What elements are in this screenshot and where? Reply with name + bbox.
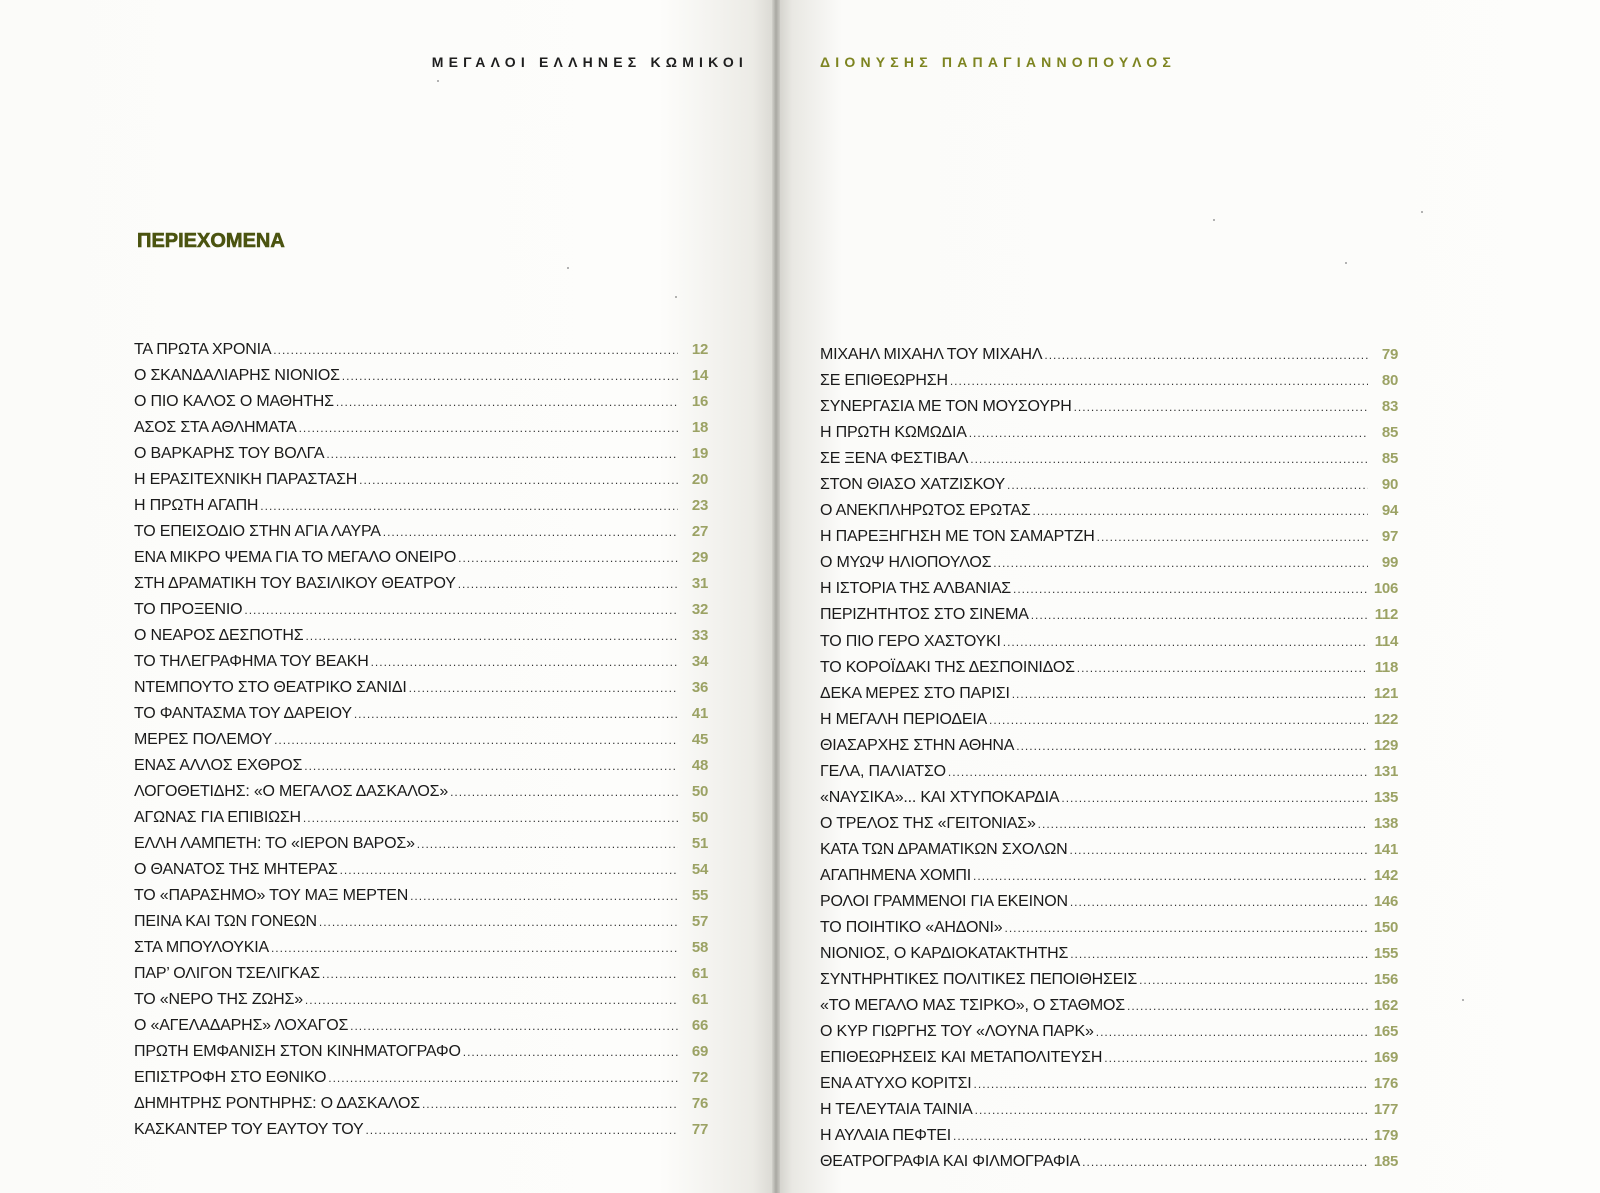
dot-leader (299, 415, 678, 441)
toc-entry-title: Ο ΤΡΕΛΟΣ ΤΗΣ «ΓΕΙΤΟΝΙΑΣ» (820, 814, 1036, 832)
toc-list-left (134, 337, 708, 1143)
dot-leader (365, 1117, 678, 1143)
toc-entry-page-number: 19 (691, 445, 708, 462)
toc-entry (820, 524, 1398, 550)
toc-entry-page-number: 129 (1373, 736, 1398, 754)
dot-leader (244, 597, 678, 623)
toc-entry (134, 857, 708, 883)
toc-entry-page-number: 169 (1373, 1049, 1398, 1067)
toc-entry (820, 993, 1398, 1019)
toc-entry-title: ΕΠΙΣΤΡΟΦΗ ΣΤΟ ΕΘΝΙΚΟ (134, 1069, 327, 1086)
dot-leader (260, 493, 678, 519)
toc-entry-title: Ο ΣΚΑΝΔΑΛΙΑΡΗΣ ΝΙΟΝΙΟΣ (134, 367, 340, 384)
toc-entry (820, 837, 1398, 863)
dot-leader (1031, 602, 1368, 628)
toc-entry-title: ΤΟ ΤΗΛΕΓΡΑΦΗΜΑ ΤΟΥ ΒΕΑΚΗ (134, 653, 369, 670)
dot-leader (1139, 967, 1368, 993)
dot-leader (950, 368, 1368, 394)
toc-entry-title: ΠΕΙΝΑ ΚΑΙ ΤΩΝ ΓΟΝΕΩΝ (134, 913, 317, 930)
toc-entry (820, 655, 1398, 681)
toc-entry (134, 597, 708, 623)
toc-entry-title: ΣΥΝΕΡΓΑΣΙΑ ΜΕ ΤΟΝ ΜΟΥΣΟΥΡΗ (820, 398, 1072, 416)
toc-entry-title: ΤΟ ΦΑΝΤΑΣΜΑ ΤΟΥ ΔΑΡΕΙΟΥ (134, 705, 352, 722)
toc-entry (820, 1123, 1398, 1149)
toc-entry (820, 1019, 1398, 1045)
dot-leader (1005, 915, 1369, 941)
toc-entry (820, 681, 1398, 707)
dot-leader (1074, 394, 1368, 420)
toc-entry-title: ΑΓΑΠΗΜΕΝΑ ΧΟΜΠΙ (820, 866, 972, 884)
toc-entry (134, 493, 708, 519)
toc-entry-page-number: 23 (691, 497, 708, 514)
toc-entry (134, 1013, 708, 1039)
dot-leader (274, 727, 678, 753)
toc-entry-page-number: 97 (1381, 528, 1398, 546)
toc-entry-page-number: 61 (691, 991, 708, 1008)
dot-leader (342, 363, 678, 389)
running-head-series: ΜΕΓΑΛΟΙ ΕΛΛΗΝΕΣ ΚΩΜΙΚΟΙ (431, 54, 748, 70)
toc-entry-title: ΠΑΡ’ ΟΛΙΓΟΝ ΤΣΕΛΙΓΚΑΣ (134, 965, 320, 982)
toc-entry-page-number: 112 (1374, 606, 1398, 624)
toc-entry-page-number: 34 (691, 653, 708, 670)
toc-entry-page-number: 45 (691, 731, 708, 748)
dot-leader (989, 707, 1368, 733)
toc-entry (820, 889, 1398, 915)
toc-entry-page-number: 121 (1373, 684, 1398, 702)
toc-entry-title: Η ΠΡΩΤΗ ΚΩΜΩΔΙΑ (820, 424, 967, 442)
toc-entry (134, 1039, 708, 1065)
dot-leader (450, 779, 678, 805)
toc-entry-page-number: 72 (691, 1069, 708, 1086)
dot-leader (304, 753, 678, 779)
toc-entry-page-number: 85 (1381, 450, 1398, 468)
toc-entry (134, 1117, 708, 1143)
toc-entry-page-number: 135 (1373, 788, 1398, 806)
dot-leader (336, 389, 678, 415)
dot-leader (319, 909, 678, 935)
dot-leader (948, 759, 1368, 785)
toc-entry-title: ΡΟΛΟΙ ΓΡΑΜΜΕΝΟΙ ΓΙΑ ΕΚΕΙΝΟΝ (820, 892, 1068, 910)
toc-entry (820, 394, 1398, 420)
toc-entry-page-number: 150 (1373, 919, 1398, 937)
dot-leader (1044, 342, 1368, 368)
toc-entry-page-number: 99 (1381, 554, 1398, 572)
toc-entry-page-number: 165 (1373, 1023, 1398, 1041)
toc-entry-title: Η ΠΑΡΕΞΗΓΗΣΗ ΜΕ ΤΟΝ ΣΑΜΑΡΤΖΗ (820, 528, 1095, 546)
toc-entry-page-number: 176 (1373, 1075, 1398, 1093)
toc-entry-title: ΜΙΧΑΗΛ ΜΙΧΑΗΛ ΤΟΥ ΜΙΧΑΗΛ (820, 346, 1043, 363)
toc-entry-page-number: 146 (1373, 892, 1398, 910)
toc-entry-title: ΕΝΑ ΜΙΚΡΟ ΨΕΜΑ ΓΙΑ ΤΟ ΜΕΓΑΛΟ ΟΝΕΙΡΟ (134, 549, 457, 566)
toc-entry-title: ΠΕΡΙΖΗΤΗΤΟΣ ΣΤΟ ΣΙΝΕΜΑ (820, 606, 1029, 624)
toc-entry-title: ΣΕ ΕΠΙΘΕΩΡΗΣΗ (820, 372, 948, 390)
toc-entry-page-number: 179 (1373, 1127, 1398, 1145)
toc-entry (820, 967, 1398, 993)
toc-entry-title: ΤΟ ΠΟΙΗΤΙΚΟ «ΑΗΔΟΝΙ» (820, 919, 1003, 937)
toc-entry-title: Ο ΑΝΕΚΠΛΗΡΩΤΟΣ ΕΡΩΤΑΣ (820, 502, 1031, 520)
dot-leader (1007, 472, 1368, 498)
toc-entry (134, 779, 708, 805)
toc-entry-page-number: 94 (1381, 502, 1398, 520)
toc-entry-title: Η ΤΕΛΕΥΤΑΙΑ ΤΑΙΝΙΑ (820, 1101, 973, 1119)
toc-entry (820, 550, 1398, 576)
paper-speck (567, 267, 569, 269)
toc-entry (134, 831, 708, 857)
toc-entry-title: Ο ΚΥΡ ΓΙΩΡΓΗΣ ΤΟΥ «ΛΟΥΝΑ ΠΑΡΚ» (820, 1023, 1094, 1041)
dot-leader (350, 1013, 678, 1039)
toc-entry-page-number: 114 (1374, 632, 1398, 650)
toc-entry-title: Ο ΝΕΑΡΟΣ ΔΕΣΠΟΤΗΣ (134, 627, 304, 644)
dot-leader (1096, 1019, 1368, 1045)
toc-entry (820, 1045, 1398, 1071)
toc-entry-page-number: 106 (1373, 580, 1398, 598)
dot-leader (422, 1091, 678, 1117)
dot-leader (973, 863, 1368, 889)
toc-entry-title: ΤΑ ΠΡΩΤΑ ΧΡΟΝΙΑ (134, 341, 272, 358)
dot-leader (340, 857, 678, 883)
dot-leader (305, 623, 678, 649)
dot-leader (410, 883, 678, 909)
toc-entry-page-number: 141 (1373, 840, 1398, 858)
toc-entry-title: ΕΝΑ ΑΤΥΧΟ ΚΟΡΙΤΣΙ (820, 1075, 972, 1093)
toc-entry-page-number: 50 (691, 809, 708, 826)
toc-entry-page-number: 14 (691, 367, 708, 384)
dot-leader (975, 1097, 1368, 1123)
toc-entry (820, 707, 1398, 733)
toc-entry-page-number: 155 (1373, 945, 1398, 963)
toc-entry (134, 571, 708, 597)
dot-leader (1070, 941, 1368, 967)
toc-entry-page-number: 66 (691, 1017, 708, 1034)
toc-entry-title: ΣΕ ΞΕΝΑ ΦΕΣΤΙΒΑΛ (820, 450, 969, 468)
toc-entry (820, 602, 1398, 628)
toc-entry-page-number: 69 (691, 1043, 708, 1060)
paper-speck (1345, 262, 1347, 264)
toc-entry-title: Ο ΘΑΝΑΤΟΣ ΤΗΣ ΜΗΤΕΡΑΣ (134, 861, 338, 878)
dot-leader (271, 935, 678, 961)
toc-entry (134, 467, 708, 493)
toc-entry (134, 805, 708, 831)
toc-entry-page-number: 18 (691, 419, 708, 436)
dot-leader (974, 1071, 1368, 1097)
toc-entry-page-number: 57 (691, 913, 708, 930)
toc-entry-title: ΕΝΑΣ ΑΛΛΟΣ ΕΧΘΡΟΣ (134, 757, 303, 774)
dot-leader (993, 550, 1368, 576)
toc-entry (820, 733, 1398, 759)
toc-entry-title: ΔΗΜΗΤΡΗΣ ΡΟΝΤΗΡΗΣ: Ο ΔΑΣΚΑΛΟΣ (134, 1095, 420, 1112)
toc-entry (134, 1091, 708, 1117)
toc-entry-page-number: 27 (691, 523, 708, 540)
toc-entry (820, 941, 1398, 967)
dot-leader (1033, 498, 1368, 524)
toc-entry (134, 701, 708, 727)
toc-entry (820, 472, 1398, 498)
toc-entry-page-number: 90 (1381, 476, 1398, 494)
toc-entry (134, 415, 708, 441)
dot-leader (273, 337, 678, 363)
toc-entry-title: ΚΑΣΚΑΝΤΕΡ ΤΟΥ ΕΑΥΤΟΥ ΤΟΥ (134, 1121, 364, 1138)
toc-entry-title: ΘΕΑΤΡΟΓΡΑΦΙΑ ΚΑΙ ΦΙΛΜΟΓΡΑΦΙΑ (820, 1153, 1081, 1171)
toc-entry (134, 909, 708, 935)
toc-entry (820, 576, 1398, 602)
toc-entry-title: ΘΙΑΣΑΡΧΗΣ ΣΤΗΝ ΑΘΗΝΑ (820, 736, 1015, 754)
toc-entry (134, 623, 708, 649)
toc-entry-title: ΤΟ ΠΡΟΞΕΝΙΟ (134, 601, 243, 618)
dot-leader (1016, 733, 1368, 759)
dot-leader (458, 571, 678, 597)
dot-leader (383, 519, 678, 545)
toc-entry-page-number: 162 (1373, 997, 1398, 1015)
toc-entry (820, 629, 1398, 655)
dot-leader (354, 701, 678, 727)
toc-entry (820, 759, 1398, 785)
toc-entry (134, 389, 708, 415)
toc-entry-title: Ο ΜΥΩΨ ΗΛΙΟΠΟΥΛΟΣ (820, 554, 992, 572)
toc-entry-page-number: 54 (691, 861, 708, 878)
dot-leader (1012, 681, 1368, 707)
toc-entry-title: ΕΠΙΘΕΩΡΗΣΕΙΣ ΚΑΙ ΜΕΤΑΠΟΛΙΤΕΥΣΗ (820, 1049, 1103, 1067)
toc-entry-title: ΣΤΑ ΜΠΟΥΛΟΥΚΙΑ (134, 939, 269, 956)
dot-leader (1069, 837, 1368, 863)
toc-list-right (820, 342, 1398, 1176)
toc-entry-page-number: 77 (691, 1121, 708, 1138)
toc-entry (134, 337, 708, 363)
toc-entry (820, 811, 1398, 837)
toc-entry (134, 727, 708, 753)
toc-entry-page-number: 185 (1373, 1153, 1398, 1171)
toc-entry-page-number: 51 (691, 835, 708, 852)
toc-entry-page-number: 58 (691, 939, 708, 956)
dot-leader (303, 805, 678, 831)
paper-speck (437, 80, 439, 82)
toc-entry-page-number: 36 (691, 679, 708, 696)
toc-entry-title: ΝΤΕΜΠΟΥΤΟ ΣΤΟ ΘΕΑΤΡΙΚΟ ΣΑΝΙΔΙ (134, 679, 407, 696)
toc-entry (820, 368, 1398, 394)
toc-entry (134, 753, 708, 779)
toc-entry-title: ΤΟ «ΝΕΡΟ ΤΗΣ ΖΩΗΣ» (134, 991, 303, 1008)
toc-entry-title: Η ΙΣΤΟΡΙΑ ΤΗΣ ΑΛΒΑΝΙΑΣ (820, 580, 1011, 598)
dot-leader (409, 675, 678, 701)
toc-entry (134, 961, 708, 987)
paper-speck (1213, 219, 1215, 221)
toc-entry-title: ΣΤΗ ΔΡΑΜΑΤΙΚΗ ΤΟΥ ΒΑΣΙΛΙΚΟΥ ΘΕΑΤΡΟΥ (134, 575, 456, 592)
toc-entry-page-number: 33 (691, 627, 708, 644)
toc-entry (134, 545, 708, 571)
dot-leader (371, 649, 678, 675)
toc-entry-page-number: 48 (691, 757, 708, 774)
toc-entry-title: «ΤΟ ΜΕΓΑΛΟ ΜΑΣ ΤΣΙΡΚΟ», Ο ΣΤΑΘΜΟΣ (820, 997, 1125, 1015)
toc-entry (134, 519, 708, 545)
toc-entry (134, 441, 708, 467)
contents-title: ΠΕΡΙΕΧΟΜΕΝΑ (137, 230, 285, 252)
dot-leader (1077, 655, 1368, 681)
toc-entry (134, 363, 708, 389)
toc-entry-page-number: 41 (691, 705, 708, 722)
toc-entry-title: ΝΙΟΝΙΟΣ, Ο ΚΑΡΔΙΟΚΑΤΑΚΤΗΤΗΣ (820, 945, 1069, 963)
dot-leader (953, 1123, 1368, 1149)
toc-entry-title: Η ΠΡΩΤΗ ΑΓΑΠΗ (134, 497, 259, 514)
toc-entry-title: ΤΟ ΚΟΡΟΪΔΑΚΙ ΤΗΣ ΔΕΣΠΟΙΝΙΔΟΣ (820, 658, 1075, 676)
toc-entry-title: Ο «ΑΓΕΛΑΔΑΡΗΣ» ΛΟΧΑΓΟΣ (134, 1017, 349, 1034)
dot-leader (359, 467, 678, 493)
toc-entry-title: ΜΕΡΕΣ ΠΟΛΕΜΟΥ (134, 731, 273, 748)
toc-entry-title: «ΝΑΥΣΙΚΑ»... ΚΑΙ ΧΤΥΠΟΚΑΡΔΙΑ (820, 788, 1060, 806)
toc-entry-title: Η ΜΕΓΑΛΗ ΠΕΡΙΟΔΕΙΑ (820, 710, 988, 728)
toc-entry-title: ΤΟ ΠΙΟ ΓΕΡΟ ΧΑΣΤΟΥΚΙ (820, 632, 1001, 650)
toc-entry-page-number: 131 (1373, 762, 1398, 780)
toc-entry-page-number: 29 (691, 549, 708, 566)
toc-entry-page-number: 122 (1373, 710, 1398, 728)
toc-entry (820, 915, 1398, 941)
toc-entry-page-number: 138 (1373, 814, 1398, 832)
toc-entry-title: ΔΕΚΑ ΜΕΡΕΣ ΣΤΟ ΠΑΡΙΣΙ (820, 684, 1010, 702)
dot-leader (1061, 785, 1368, 811)
toc-entry (820, 342, 1398, 368)
dot-leader (1127, 993, 1368, 1019)
dot-leader (1038, 811, 1368, 837)
toc-entry-title: ΓΕΛΑ, ΠΑΛΙΑΤΣΟ (820, 762, 946, 780)
toc-entry-title: ΚΑΤΑ ΤΩΝ ΔΡΑΜΑΤΙΚΩΝ ΣΧΟΛΩΝ (820, 840, 1068, 858)
paper-speck (1462, 999, 1464, 1001)
left-page (0, 0, 776, 1193)
toc-entry (820, 498, 1398, 524)
toc-entry-title: Ο ΠΙΟ ΚΑΛΟΣ Ο ΜΑΘΗΤΗΣ (134, 393, 334, 410)
toc-entry (134, 987, 708, 1013)
dot-leader (322, 961, 678, 987)
toc-entry-title: ΑΓΩΝΑΣ ΓΙΑ ΕΠΙΒΙΩΣΗ (134, 809, 301, 826)
toc-entry (820, 785, 1398, 811)
toc-entry (820, 1071, 1398, 1097)
toc-entry-title: ΑΣΟΣ ΣΤΑ ΑΘΛΗΜΑΤΑ (134, 419, 297, 436)
toc-entry (820, 446, 1398, 472)
toc-entry-page-number: 156 (1373, 971, 1398, 989)
dot-leader (417, 831, 678, 857)
toc-entry-page-number: 80 (1381, 372, 1398, 390)
toc-entry (820, 1097, 1398, 1123)
dot-leader (458, 545, 678, 571)
dot-leader (1104, 1045, 1368, 1071)
toc-entry-page-number: 118 (1374, 658, 1398, 676)
dot-leader (1070, 889, 1368, 915)
toc-entry-page-number: 76 (691, 1095, 708, 1112)
toc-entry-page-number: 32 (691, 601, 708, 618)
paper-speck (675, 296, 677, 298)
toc-entry (134, 1065, 708, 1091)
toc-entry-page-number: 12 (691, 341, 708, 358)
dot-leader (1003, 629, 1368, 655)
dot-leader (326, 441, 678, 467)
toc-entry (820, 1149, 1398, 1175)
toc-entry (134, 649, 708, 675)
toc-entry-page-number: 177 (1373, 1101, 1398, 1119)
toc-entry-page-number: 85 (1381, 424, 1398, 442)
toc-entry-title: ΣΥΝΤΗΡΗΤΙΚΕΣ ΠΟΛΙΤΙΚΕΣ ΠΕΠΟΙΘΗΣΕΙΣ (820, 971, 1138, 989)
dot-leader (970, 446, 1368, 472)
toc-entry-title: Η ΕΡΑΣΙΤΕΧΝΙΚΗ ΠΑΡΑΣΤΑΣΗ (134, 471, 358, 488)
toc-entry-title: ΣΤΟΝ ΘΙΑΣΟ ΧΑΤΖΙΣΚΟΥ (820, 476, 1005, 494)
toc-entry (134, 935, 708, 961)
toc-entry-title: ΠΡΩΤΗ ΕΜΦΑΝΙΣΗ ΣΤΟΝ ΚΙΝΗΜΑΤΟΓΡΑΦΟ (134, 1043, 461, 1060)
dot-leader (1097, 524, 1368, 550)
toc-entry-title: ΤΟ ΕΠΕΙΣΟΔΙΟ ΣΤΗΝ ΑΓΙΑ ΛΑΥΡΑ (134, 523, 381, 540)
right-page (776, 0, 1600, 1193)
toc-entry (134, 675, 708, 701)
toc-entry-page-number: 50 (691, 783, 708, 800)
toc-entry (134, 883, 708, 909)
toc-entry-page-number: 16 (691, 393, 708, 410)
dot-leader (1082, 1149, 1368, 1175)
dot-leader (969, 420, 1368, 446)
toc-entry-page-number: 79 (1381, 346, 1398, 363)
toc-entry-page-number: 142 (1373, 866, 1398, 884)
toc-entry-page-number: 55 (691, 887, 708, 904)
paper-speck (1421, 211, 1423, 213)
toc-entry-title: ΕΛΛΗ ΛΑΜΠΕΤΗ: ΤΟ «ΙΕΡΟΝ ΒΑΡΟΣ» (134, 835, 415, 852)
toc-entry (820, 863, 1398, 889)
book-gutter (772, 0, 780, 1193)
dot-leader (328, 1065, 678, 1091)
dot-leader (305, 987, 678, 1013)
toc-entry-title: ΤΟ «ΠΑΡΑΣΗΜΟ» ΤΟΥ ΜΑΞ ΜΕΡΤΕΝ (134, 887, 409, 904)
toc-entry-page-number: 20 (691, 471, 708, 488)
dot-leader (463, 1039, 678, 1065)
toc-entry-page-number: 61 (691, 965, 708, 982)
toc-entry-title: Η ΑΥΛΑΙΑ ΠΕΦΤΕΙ (820, 1127, 952, 1145)
toc-entry-page-number: 83 (1381, 398, 1398, 416)
toc-entry (820, 420, 1398, 446)
toc-entry-title: ΛΟΓΟΘΕΤΙΔΗΣ: «Ο ΜΕΓΑΛΟΣ ΔΑΣΚΑΛΟΣ» (134, 783, 449, 800)
toc-entry-title: Ο ΒΑΡΚΑΡΗΣ ΤΟΥ ΒΟΛΓΑ (134, 445, 325, 462)
running-head-author: ΔΙΟΝΥΣΗΣ ΠΑΠΑΓΙΑΝΝΟΠΟΥΛΟΣ (820, 54, 1176, 70)
toc-entry-page-number: 31 (691, 575, 708, 592)
dot-leader (1013, 576, 1368, 602)
